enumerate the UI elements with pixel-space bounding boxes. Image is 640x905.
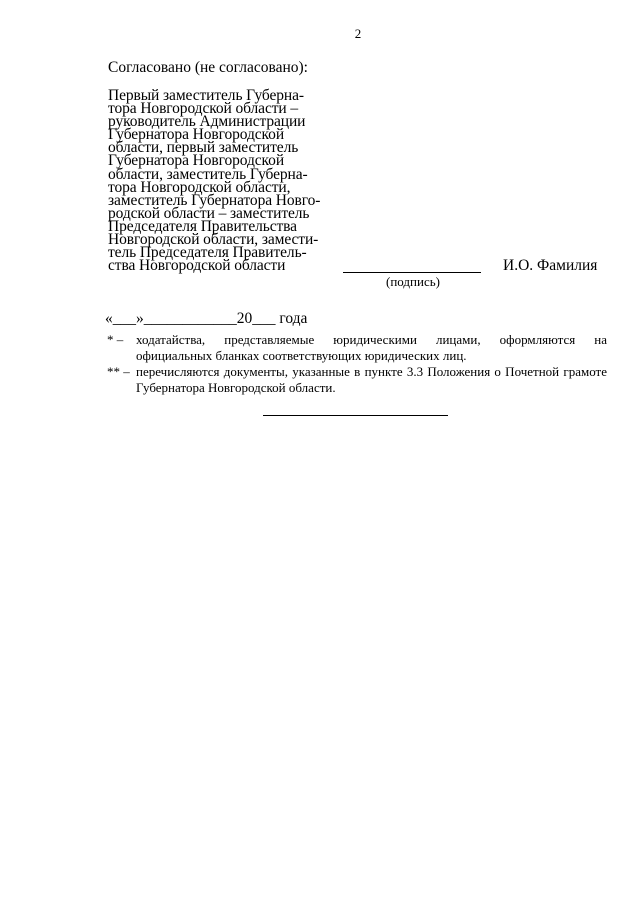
position-title-line: заместитель Губернатора Новго- xyxy=(108,191,321,209)
position-title-line: Губернатора Новгородской xyxy=(108,126,285,144)
position-title-line: ства Новгородской области xyxy=(108,257,286,275)
date-line: «___»____________20___ года xyxy=(105,310,308,327)
footnote-text: перечисляются документы, указанные в пункте 3.3 Положения о Почетной грамоте Губернатора Новгородской области. xyxy=(136,364,607,395)
approval-heading: Согласовано (не согласовано): xyxy=(108,59,308,76)
signature-line xyxy=(343,272,481,273)
position-title-line: тора Новгородской области, xyxy=(108,178,291,196)
footnote-marker: ** – xyxy=(107,364,130,379)
position-title-line: области, первый заместитель xyxy=(108,139,299,157)
position-title-line: Председателя Правительства xyxy=(108,217,297,235)
position-title-line: тель Председателя Правитель- xyxy=(108,244,307,262)
position-title-line: Первый заместитель Губерна- xyxy=(108,87,304,104)
position-title-line: родской области – заместитель xyxy=(108,204,310,222)
end-rule xyxy=(263,415,448,416)
signature-caption: (подпись) xyxy=(386,274,440,289)
footnote-marker: * – xyxy=(107,332,124,347)
footnote xyxy=(107,332,607,364)
footnote-text: ходатайства, представляемые юридическими лицами, оформляются на официальных бланках соответствующих юридических лиц. xyxy=(136,332,607,363)
footnote xyxy=(107,364,607,396)
position-title-line: руководитель Администрации xyxy=(108,113,306,131)
position-title-line: Губернатора Новгородской xyxy=(108,152,285,170)
name-placeholder: И.О. Фамилия xyxy=(503,257,598,274)
position-title-block xyxy=(108,87,338,275)
page-number: 2 xyxy=(354,26,362,41)
position-title-line: тора Новгородской области – xyxy=(108,100,299,118)
position-title-line: области, заместитель Губерна- xyxy=(108,165,308,183)
position-title-line: Новгородской области, замести- xyxy=(108,231,319,249)
